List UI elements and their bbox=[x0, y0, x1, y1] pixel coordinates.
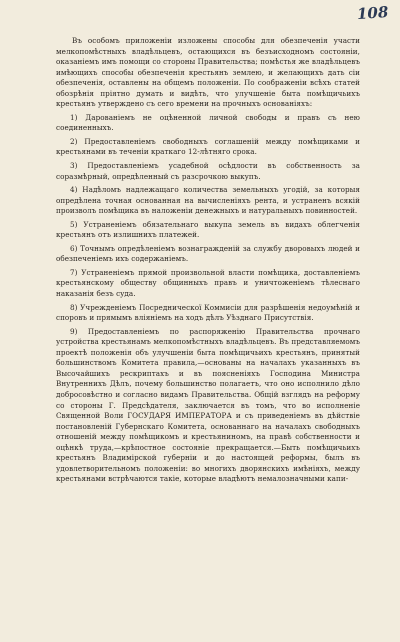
list-item-7: 7) Устраненіемъ прямой произвольной власти помѣщика, доставленіемъ крестьянскому обществу общинныхъ правъ и уничтоженіемъ тѣлеснаго наказанія безъ суда. bbox=[56, 267, 360, 299]
list-item-9: 9) Предоставленіемъ по распоряженію Правительства прочнаго устройства крестьянамъ мелкопомѣстныхъ владѣльцевъ. Въ представляемомъ проектѣ положенія объ улучшеніи быта помѣщичьихъ крестьянъ, принятый большинствомъ Комитета правила,—основаны на началахъ указанныхъ въ Высочайшихъ рескриптахъ и въ поясненіяхъ Господина Министра Внутреннихъ Дѣлъ, почему большинство полагаетъ, что оно исполнило дѣло добросовѣстно и согласно видамъ Правительства. Общій взглядъ на реформу со стороны Г. Предсѣдателя, заключается въ томъ, что во исполненіе Священной Воли ГОСУДАРЯ ИМПЕРАТОРА и съ приведеніемъ въ дѣйствіе постановленій Губернскаго Комитета, основаннаго на началахъ свободныхъ отношеній между помѣщикомъ и крестьяниномъ, на правѣ собственности и оцѣнкѣ труда,—крѣпостное состояніе прекращается.—Быть помѣщичьихъ крестьянъ Владимірской губерніи и до настоящей реформы, былъ въ удовлетворительномъ положеніи: во многихъ дворянскихъ имѣніяхъ, между крестьянами встрѣчаются такіе, которые владѣютъ немалозначными капи- bbox=[56, 326, 360, 484]
intro-paragraph: Въ особомъ приложеніи изложены способы для обезпеченія участи мелкопомѣстныхъ владѣльцевъ, остающихся въ безъисходномъ состояніи, оказаніемъ имъ помощи со стороны Правительства; помѣстья же владѣльцевъ имѣющихъ способы обезпеченія крестьянъ землею, и желающихъ дать сіи обезпеченія, оставлены на общемъ положеніи. По соображеніи всѣхъ статей обозрѣнія пріятно думать и видѣть, что улучшеніе быта помѣщичьихъ крестьянъ утверждено съ сего времени на прочныхъ основаніяхъ: bbox=[56, 36, 360, 109]
list-item-4: 4) Надѣломъ надлежащаго количества земельныхъ угодій, за которыя опредѣлена точная основанная на вычисленіяхъ рента, и устраненъ всякій произволъ помѣщика въ наложеніи денежныхъ и натуральныхъ повинностей. bbox=[56, 185, 360, 216]
list-item-8: 8) Учрежденіемъ Посредническої Коммисіи для разрѣшенія недоумѣній и споровъ и прямымъ вліяніемъ на ходъ дѣлъ Уѣзднаго Присутствія. bbox=[56, 302, 360, 323]
list-item-5: 5) Устраненіемъ обязательнаго выкупа земель въ видахъ облегченія крестьянъ отъ излишнихъ платежей. bbox=[56, 219, 360, 240]
list-item-6: 6) Точнымъ опредѣленіемъ вознагражденій за службу дворовыхъ людей и обезпеченіемъ ихъ содержаніемъ. bbox=[56, 243, 360, 264]
list-item-2: 2) Предоставленіемъ свободныхъ соглашеній между помѣщиками и крестьянами въ теченіи краткаго 12-лѣтняго срока. bbox=[56, 136, 360, 157]
list-item-3: 3) Предоставленіемъ усадебной осѣдлости въ собственность за соразмѣрный, опредѣленный съ разсрочкою выкупъ. bbox=[56, 161, 360, 181]
list-item-1: 1) Дарованіемъ не оцѣненной личной свободы и правъ съ нею соединенныхъ. bbox=[56, 112, 360, 133]
document-body bbox=[56, 36, 360, 488]
page-number: 108 bbox=[356, 2, 389, 24]
